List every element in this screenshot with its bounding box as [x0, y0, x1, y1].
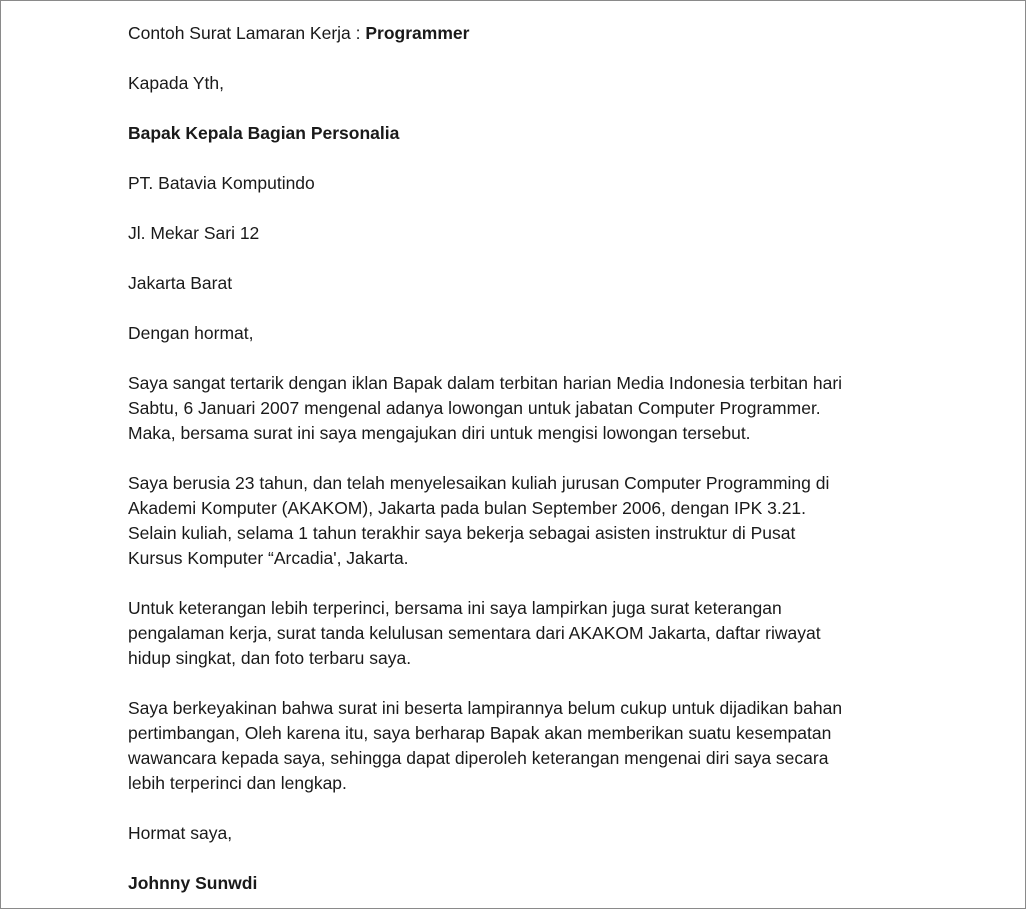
paragraph-line: pengalaman kerja, surat tanda kelulusan sementara dari AKAKOM Jakarta, daftar riwayat [128, 623, 821, 643]
recipient-title-text: Bapak Kepala Bagian Personalia [128, 123, 400, 143]
paragraph-line: Saya berkeyakinan bahwa surat ini beserta lampirannya belum cukup untuk dijadikan bahan [128, 698, 843, 718]
recipient-city: Jakarta Barat [128, 273, 233, 293]
paragraph-line: Sabtu, 6 Januari 2007 mengenal adanya lowongan untuk jabatan Computer Programmer. [128, 398, 821, 418]
paragraph-line: Kursus Komputer “Arcadia', Jakarta. [128, 548, 409, 568]
paragraph-line: Akademi Komputer (AKAKOM), Jakarta pada bulan September 2006, dengan IPK 3.21. [128, 498, 807, 518]
paragraph-attachments [128, 596, 918, 671]
paragraph-interview [128, 696, 918, 796]
greeting: Dengan hormat, [128, 323, 254, 343]
paragraph-line: Maka, bersama surat ini saya mengajukan diri untuk mengisi lowongan tersebut. [128, 423, 751, 443]
paragraph-background [128, 471, 918, 571]
heading-prefix: Contoh Surat Lamaran Kerja : [128, 23, 366, 43]
closing: Hormat saya, [128, 823, 233, 843]
paragraph-line: Saya sangat tertarik dengan iklan Bapak dalam terbitan harian Media Indonesia terbitan hari [128, 373, 843, 393]
recipient-salutation: Kapada Yth, [128, 73, 225, 93]
signature [128, 871, 918, 896]
paragraph-line: Untuk keterangan lebih terperinci, bersama ini saya lampirkan juga surat keterangan [128, 598, 782, 618]
paragraph-line: Selain kuliah, selama 1 tahun terakhir saya bekerja sebagai asisten instruktur di Pusat [128, 523, 796, 543]
recipient-company: PT. Batavia Komputindo [128, 173, 315, 193]
paragraph-line: wawancara kepada saya, sehingga dapat diperoleh keterangan mengenai diri saya secara [128, 748, 829, 768]
letter-heading [128, 21, 918, 46]
paragraph-line: pertimbangan, Oleh karena itu, saya berharap Bapak akan memberikan suatu kesempatan [128, 723, 832, 743]
letter-body [128, 21, 918, 896]
heading-position: Programmer [365, 23, 470, 43]
paragraph-interest [128, 371, 918, 446]
paragraph-line: Saya berusia 23 tahun, dan telah menyelesaikan kuliah jurusan Computer Programming di [128, 473, 830, 493]
recipient-title [128, 121, 918, 146]
signature-name: Johnny Sunwdi [128, 873, 258, 893]
paragraph-line: hidup singkat, dan foto terbaru saya. [128, 648, 412, 668]
paragraph-line: lebih terperinci dan lengkap. [128, 773, 347, 793]
recipient-street: Jl. Mekar Sari 12 [128, 223, 260, 243]
